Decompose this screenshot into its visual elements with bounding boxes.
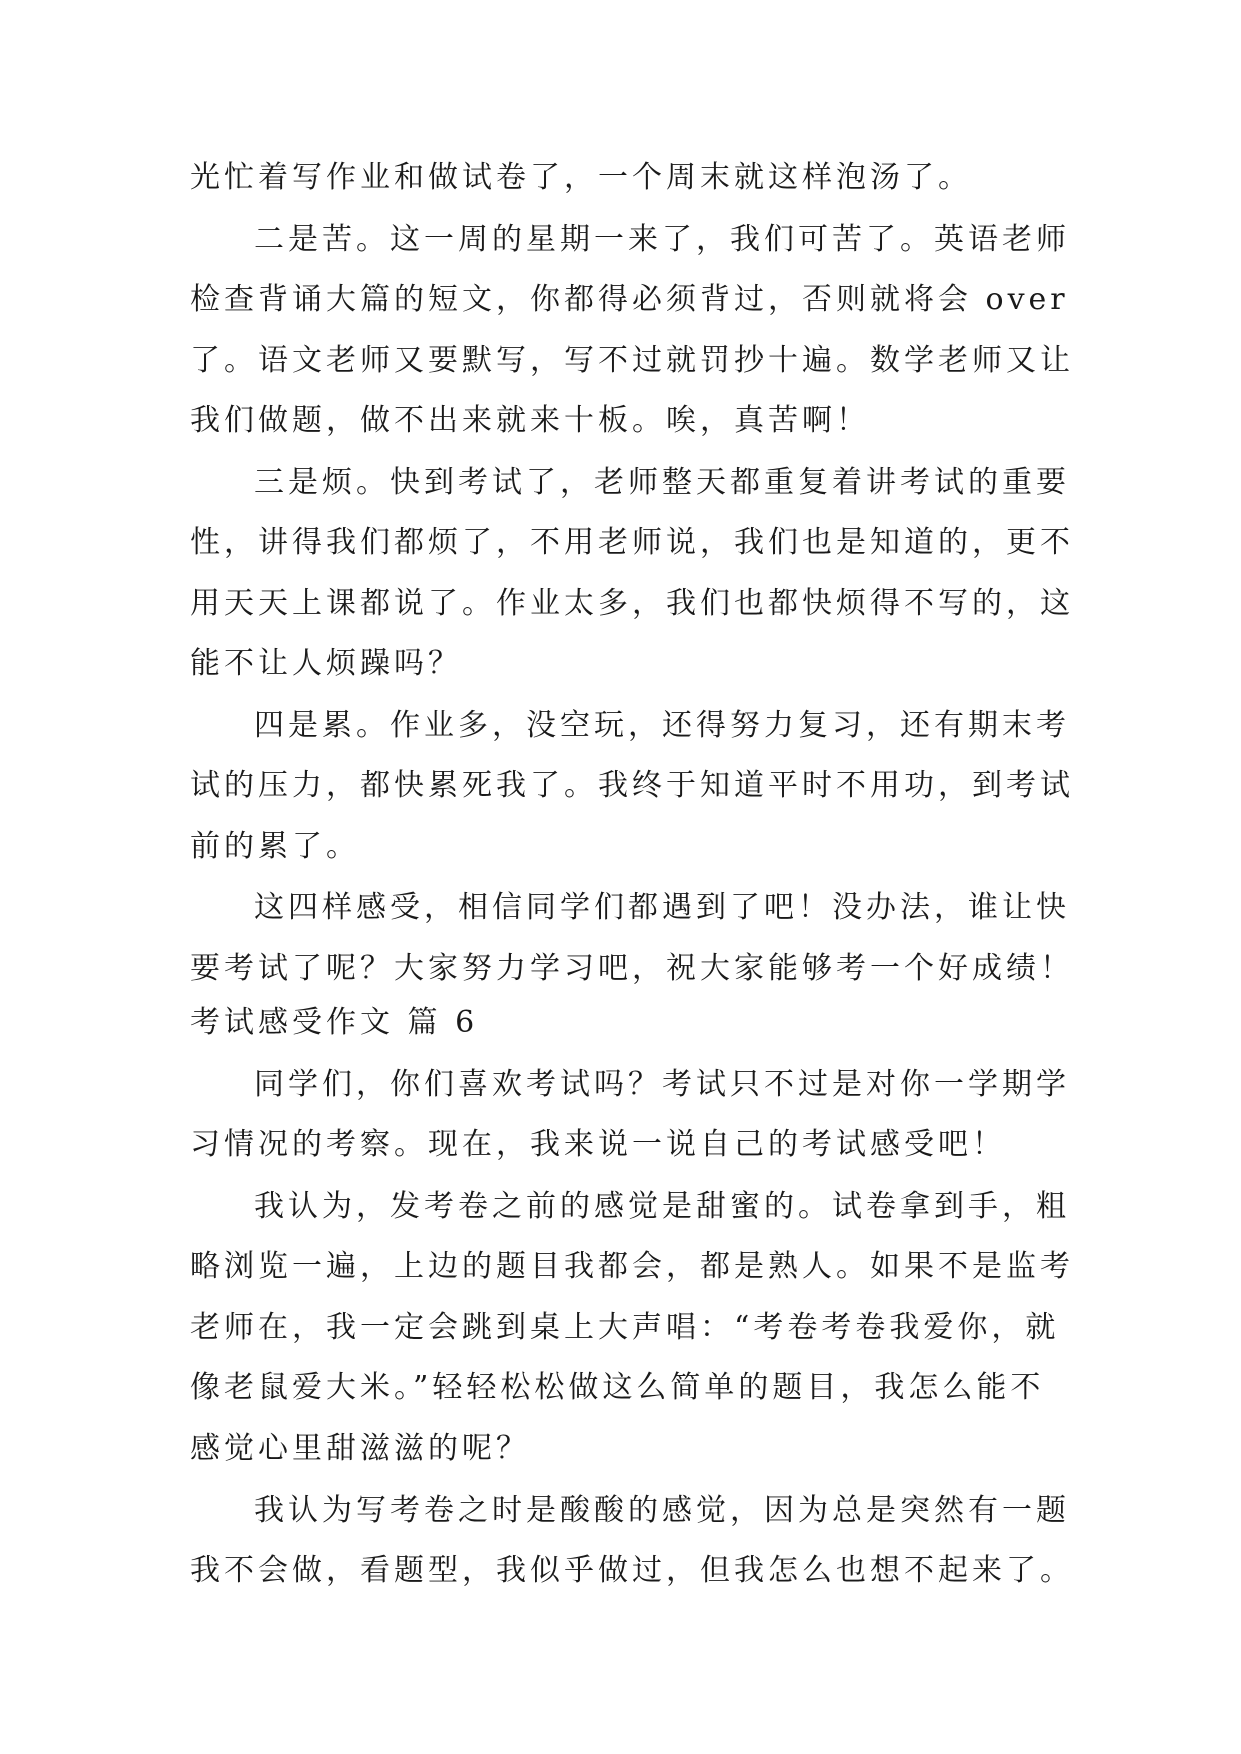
text-line: 能不让人烦躁吗？ — [190, 646, 462, 681]
text-line: 我们做题，做不出来就来十板。唉，真苦啊！ — [190, 403, 870, 438]
text-line: 性，讲得我们都烦了，不用老师说，我们也是知道的，更不 — [190, 525, 1074, 560]
paragraph-start-line: 四是累。作业多，没空玩，还得努力复习，还有期末考 — [254, 708, 1070, 743]
text-line: 光忙着写作业和做试卷了，一个周末就这样泡汤了。 — [190, 160, 972, 195]
paragraph-start-line: 我认为，发考卷之前的感觉是甜蜜的。试卷拿到手，粗 — [254, 1189, 1070, 1224]
text-line: 习情况的考察。现在，我来说一说自己的考试感受吧！ — [190, 1127, 1006, 1162]
text-line: 检查背诵大篇的短文，你都得必须背过，否则就将会 over — [190, 282, 1069, 317]
section-heading: 考试感受作文 篇 6 — [190, 1005, 479, 1040]
text-line: 要考试了呢？大家努力学习吧，祝大家能够考一个好成绩！ — [190, 951, 1074, 986]
paragraph-start-line: 三是烦。快到考试了，老师整天都重复着讲考试的重要 — [254, 465, 1070, 500]
text-line: 略浏览一遍，上边的题目我都会，都是熟人。如果不是监考 — [190, 1249, 1074, 1284]
paragraph-start-line: 我认为写考卷之时是酸酸的感觉，因为总是突然有一题 — [254, 1493, 1070, 1528]
text-line: 我不会做，看题型，我似乎做过，但我怎么也想不起来了。 — [190, 1553, 1074, 1588]
text-line: 了。语文老师又要默写，写不过就罚抄十遍。数学老师又让 — [190, 343, 1074, 378]
text-line: 试的压力，都快累死我了。我终于知道平时不用功，到考试 — [190, 768, 1074, 803]
paragraph-start-line: 同学们，你们喜欢考试吗？考试只不过是对你一学期学 — [254, 1067, 1070, 1102]
text-line: 用天天上课都说了。作业太多，我们也都快烦得不写的，这 — [190, 586, 1074, 621]
paragraph-start-line: 二是苦。这一周的星期一来了，我们可苦了。英语老师 — [254, 222, 1070, 257]
text-line: 像老鼠爱大米。”轻轻松松做这么简单的题目，我怎么能不 — [190, 1370, 1045, 1405]
text-line: 老师在，我一定会跳到桌上大声唱：“考卷考卷我爱你，就 — [190, 1310, 1060, 1345]
paragraph-start-line: 这四样感受，相信同学们都遇到了吧！没办法，谁让快 — [254, 890, 1070, 925]
text-line: 前的累了。 — [190, 829, 360, 864]
text-line: 感觉心里甜滋滋的呢？ — [190, 1431, 530, 1466]
